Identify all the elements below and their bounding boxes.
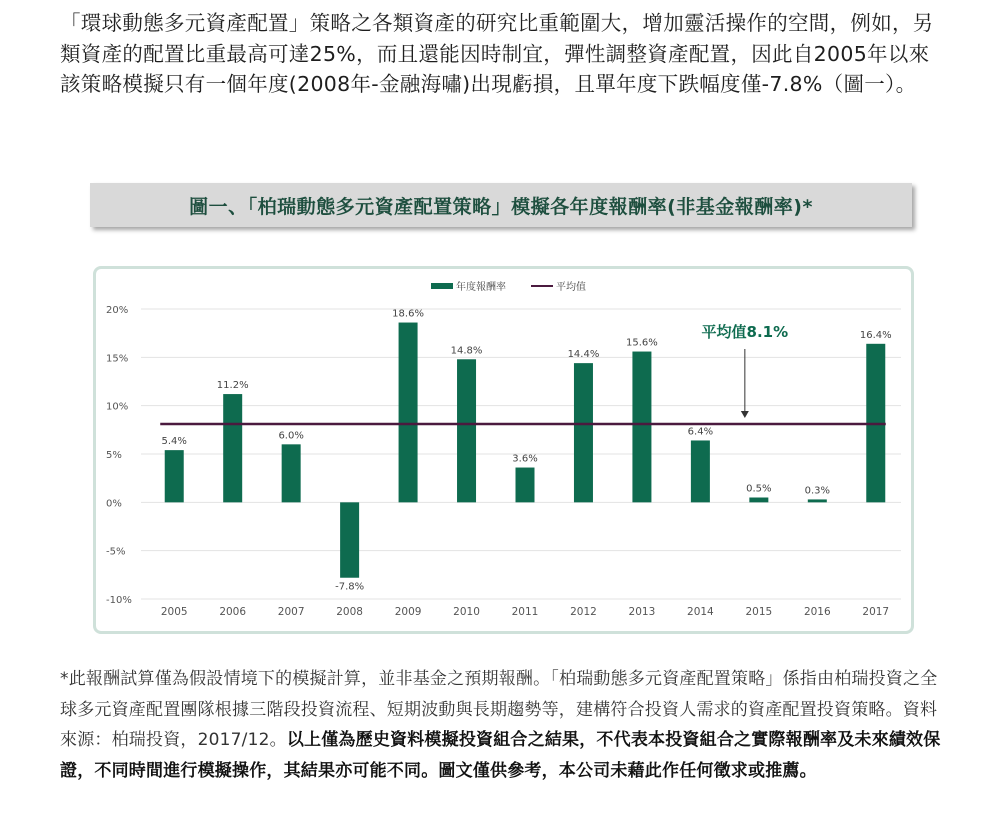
intro-paragraph: [60, 8, 950, 100]
legend-bar-label: 年度報酬率: [456, 282, 506, 293]
data-label: 0.3%: [804, 485, 831, 497]
data-label: 15.6%: [626, 337, 658, 349]
legend-bar-swatch: [431, 283, 453, 289]
y-tick-label: 5%: [106, 450, 122, 461]
bar: [223, 394, 242, 502]
y-tick-label: 10%: [106, 401, 129, 413]
x-tick-label: 2012: [570, 606, 597, 618]
data-label: 14.4%: [567, 349, 600, 361]
x-tick-label: 2006: [219, 606, 247, 618]
footnote-disclaimer: 以上僅為歷史資料模擬投資組合之結果，不代表本投資組合之實際報酬率及未來績效保證，不同時間進行模擬操作，其結果亦可能不同。圖文僅供參考，本公司未藉此作任何徵求或推薦。: [60, 730, 941, 781]
legend-line-label: 平均值: [556, 282, 586, 293]
footnote: [60, 664, 952, 786]
y-tick-label: 20%: [106, 305, 129, 316]
data-label: 14.8%: [450, 345, 483, 357]
footnote-text: *此報酬試算僅為假設情境下的模擬計算，並非基金之預期報酬。「柏瑞動態多元資產配置策略」係指由柏瑞投資之全球多元資產配置團隊根據三階段投資流程、短期波動與長期趨勢等，建構符合投資人需求的資產配置投資策略。資料來源：柏瑞投資，2017/12。: [60, 669, 938, 750]
bar: [516, 468, 535, 503]
bar: [749, 498, 768, 503]
data-label: 0.5%: [746, 483, 772, 495]
x-tick-label: 2005: [160, 606, 188, 618]
x-tick-label: 2009: [394, 606, 422, 618]
y-tick-label: 15%: [106, 353, 129, 365]
data-label: 3.6%: [512, 453, 538, 465]
bar: [632, 352, 651, 503]
bar: [340, 502, 359, 577]
data-label: 18.6%: [392, 308, 424, 320]
y-tick-label: 0%: [106, 498, 122, 510]
annotation-arrowhead: [741, 411, 749, 418]
y-tick-label: -5%: [106, 546, 126, 558]
bar: [282, 444, 301, 502]
x-tick-label: 2015: [745, 606, 773, 618]
annotation-label: 平均值8.1%: [701, 323, 789, 341]
x-tick-label: 2016: [803, 606, 831, 618]
figure-title: 圖一、「柏瑞動態多元資產配置策略」模擬各年度報酬率(非基金報酬率)*: [90, 183, 912, 227]
x-tick-label: 2008: [336, 606, 363, 618]
bar: [165, 450, 184, 502]
bar: [399, 323, 418, 503]
x-tick-label: 2013: [628, 606, 656, 618]
bar: [808, 499, 827, 502]
bar-chart: [96, 269, 911, 631]
data-label: 16.4%: [859, 329, 892, 341]
chart-frame: [93, 266, 914, 634]
data-label: 11.2%: [216, 380, 249, 392]
x-tick-label: 2007: [277, 606, 305, 618]
data-label: 6.4%: [687, 426, 714, 438]
bar: [574, 363, 593, 502]
data-label: 5.4%: [161, 436, 187, 448]
intro-text: 「環球動態多元資產配置」策略之各類資產的研究比重範圍大，增加靈活操作的空間，例如，另類資產的配置比重最高可達25%，而且還能因時制宜，彈性調整資產配置，因此自2005年以來該策略模擬只有一個年度(2008年-金融海嘯)出現虧損，且單年度下跌幅度僅-7.8%（圖一）。: [60, 11, 934, 96]
x-tick-label: 2014: [687, 606, 714, 618]
data-label: 6.0%: [278, 430, 304, 442]
x-tick-label: 2011: [511, 606, 539, 618]
bar: [691, 440, 710, 502]
bar: [457, 359, 476, 502]
data-label: -7.8%: [335, 581, 365, 593]
x-tick-label: 2010: [453, 606, 480, 618]
y-tick-label: -10%: [106, 595, 132, 606]
x-tick-label: 2017: [862, 606, 890, 618]
